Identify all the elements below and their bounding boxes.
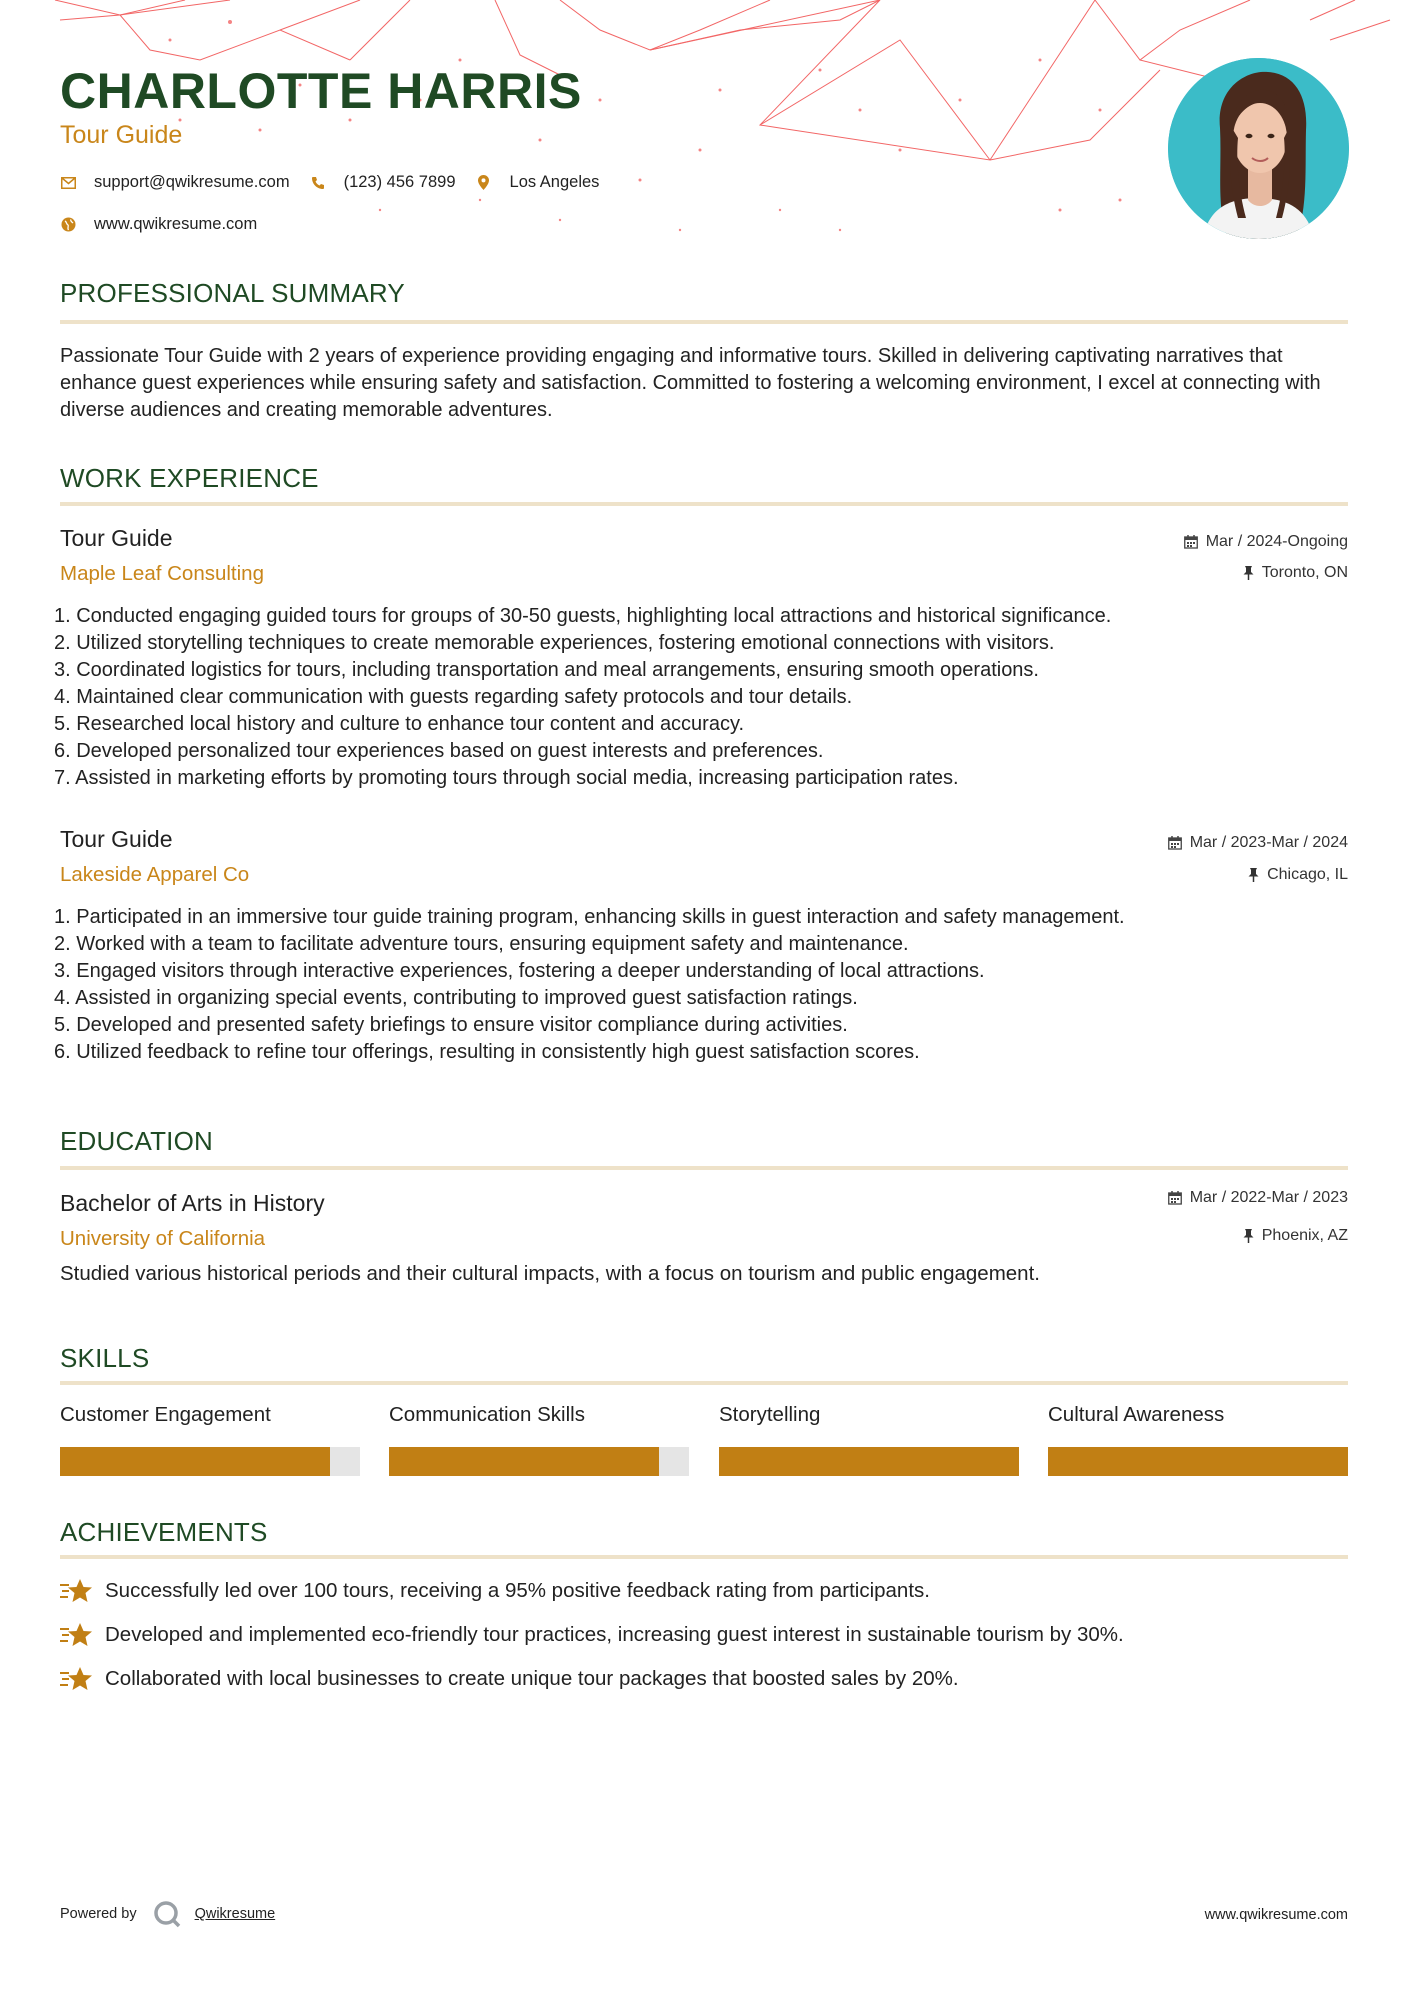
star-award-icon xyxy=(60,1577,93,1605)
skill-label: Customer Engagement xyxy=(60,1403,271,1426)
skill-bar xyxy=(719,1447,1019,1476)
website-text[interactable]: www.qwikresume.com xyxy=(94,215,258,233)
section-title-summary: PROFESSIONAL SUMMARY xyxy=(60,278,405,308)
calendar-icon xyxy=(1168,836,1182,850)
achievement-text: Developed and implemented eco-friendly tour practices, increasing guest interest in sustainable tourism by 30%. xyxy=(105,1623,1124,1646)
skill-label: Storytelling xyxy=(719,1403,821,1426)
list-item: 1. Conducted engaging guided tours for groups of 30-50 guests, highlighting local attractions and historical significance. xyxy=(54,605,1112,627)
education-degree: Bachelor of Arts in History xyxy=(60,1190,325,1216)
footer-powered-by xyxy=(60,1900,275,1928)
list-item: 5. Researched local history and culture to enhance tour content and accuracy. xyxy=(54,713,745,735)
skill-item xyxy=(389,1403,689,1476)
website-row xyxy=(60,215,277,234)
pushpin-icon xyxy=(1243,1229,1254,1243)
skill-level-fill xyxy=(60,1447,330,1476)
job-title: Tour Guide xyxy=(60,525,173,551)
star-award-icon xyxy=(60,1665,93,1693)
profile-photo-illustration xyxy=(1168,58,1349,239)
pushpin-icon xyxy=(1243,566,1254,580)
qwikresume-logo-icon xyxy=(153,1900,181,1928)
website-item xyxy=(60,215,257,234)
candidate-name: CHARLOTTE HARRIS xyxy=(60,63,582,119)
section-divider xyxy=(60,502,1348,506)
job-location-text: Chicago, IL xyxy=(1267,866,1348,883)
phone-icon xyxy=(310,175,326,191)
list-item: 6. Utilized feedback to refine tour offerings, resulting in consistently high guest satisfaction scores. xyxy=(54,1041,920,1063)
achievement-item xyxy=(60,1577,930,1605)
skill-bar xyxy=(1048,1447,1348,1476)
section-title-achievements: ACHIEVEMENTS xyxy=(60,1517,268,1547)
skill-item xyxy=(1048,1403,1348,1476)
star-award-icon xyxy=(60,1621,93,1649)
candidate-role: Tour Guide xyxy=(60,121,183,149)
achievement-item xyxy=(60,1621,1124,1649)
envelope-icon xyxy=(60,175,76,191)
list-item: 4. Assisted in organizing special events, contributing to improved guest satisfaction ratings. xyxy=(54,987,858,1009)
profile-photo xyxy=(1168,58,1349,239)
achievement-text: Successfully led over 100 tours, receiving a 95% positive feedback rating from participants. xyxy=(105,1579,930,1602)
skill-bar xyxy=(389,1447,689,1476)
email-text[interactable]: support@qwikresume.com xyxy=(94,173,290,191)
list-item: 2. Worked with a team to facilitate adventure tours, ensuring equipment safety and maintenance. xyxy=(54,933,909,955)
map-pin-icon xyxy=(476,175,492,191)
education-school: University of California xyxy=(60,1227,266,1250)
education-location xyxy=(1243,1227,1348,1245)
section-title-experience: WORK EXPERIENCE xyxy=(60,463,319,493)
education-dates-text: Mar / 2022-Mar / 2023 xyxy=(1189,1189,1348,1206)
skill-item xyxy=(719,1403,1019,1476)
globe-icon xyxy=(60,217,76,233)
list-item: 6. Developed personalized tour experiences based on guest interests and preferences. xyxy=(54,740,824,762)
job-location xyxy=(1243,564,1348,582)
skill-level-fill xyxy=(389,1447,659,1476)
skill-level-fill xyxy=(1048,1447,1348,1476)
contact-row xyxy=(60,173,619,192)
skill-item xyxy=(60,1403,360,1476)
section-divider xyxy=(60,1166,1348,1170)
qwikresume-brand-link[interactable]: Qwikresume xyxy=(194,1906,276,1922)
email-item xyxy=(60,173,290,192)
job-location xyxy=(1248,866,1348,884)
achievement-item xyxy=(60,1665,959,1693)
education-description: Studied various historical periods and their cultural impacts, with a focus on tourism and public engagement. xyxy=(60,1262,1040,1285)
section-divider xyxy=(60,1555,1348,1559)
phone-item xyxy=(310,173,456,192)
phone-text[interactable]: (123) 456 7899 xyxy=(343,173,456,191)
skill-level-fill xyxy=(719,1447,1019,1476)
job-company: Lakeside Apparel Co xyxy=(60,863,250,886)
list-item: 3. Engaged visitors through interactive experiences, fostering a deeper understanding of local attractions. xyxy=(54,960,985,982)
education-dates xyxy=(1168,1189,1348,1207)
job-dates xyxy=(1184,533,1348,551)
skill-label: Communication Skills xyxy=(389,1403,585,1426)
job-company: Maple Leaf Consulting xyxy=(60,562,264,585)
powered-by-text: Powered by xyxy=(60,1906,137,1922)
list-item: 4. Maintained clear communication with guests regarding safety protocols and tour details. xyxy=(54,686,853,708)
calendar-icon xyxy=(1184,535,1198,549)
list-item: 2. Utilized storytelling techniques to create memorable experiences, fostering emotional connections with visitors. xyxy=(54,632,1055,654)
achievement-text: Collaborated with local businesses to create unique tour packages that boosted sales by 20%. xyxy=(105,1667,959,1690)
education-location-text: Phoenix, AZ xyxy=(1261,1227,1348,1244)
job-bullets xyxy=(54,603,1344,792)
job-bullets xyxy=(54,904,1344,1066)
job-dates xyxy=(1168,834,1348,852)
section-divider xyxy=(60,320,1348,324)
section-title-skills: SKILLS xyxy=(60,1343,150,1373)
skill-bar xyxy=(60,1447,360,1476)
job-dates-text: Mar / 2023-Mar / 2024 xyxy=(1189,834,1348,851)
location-item xyxy=(476,173,600,192)
list-item: 5. Developed and presented safety briefings to ensure visitor compliance during activities. xyxy=(54,1014,848,1036)
job-dates-text: Mar / 2024-Ongoing xyxy=(1205,533,1348,550)
section-divider xyxy=(60,1381,1348,1385)
list-item: 1. Participated in an immersive tour guide training program, enhancing skills in guest interaction and safety management. xyxy=(54,906,1125,928)
job-title: Tour Guide xyxy=(60,826,173,852)
list-item: 7. Assisted in marketing efforts by promoting tours through social media, increasing participation rates. xyxy=(54,767,959,789)
list-item: 3. Coordinated logistics for tours, including transportation and meal arrangements, ensuring smooth operations. xyxy=(54,659,1039,681)
section-title-education: EDUCATION xyxy=(60,1126,213,1156)
footer-website[interactable]: www.qwikresume.com xyxy=(1204,1907,1348,1923)
location-text: Los Angeles xyxy=(509,173,600,191)
pushpin-icon xyxy=(1248,868,1259,882)
skill-label: Cultural Awareness xyxy=(1048,1403,1225,1426)
summary-text: Passionate Tour Guide with 2 years of experience providing engaging and informative tours. Skilled in delivering captivating narratives that enhance guest experiences while ensuring safety and satisfaction. Committed to fostering a welcoming environment, I excel at connecting with diverse audiences and creating memorable adventures. xyxy=(60,345,1321,421)
calendar-icon xyxy=(1168,1191,1182,1205)
job-location-text: Toronto, ON xyxy=(1261,564,1348,581)
